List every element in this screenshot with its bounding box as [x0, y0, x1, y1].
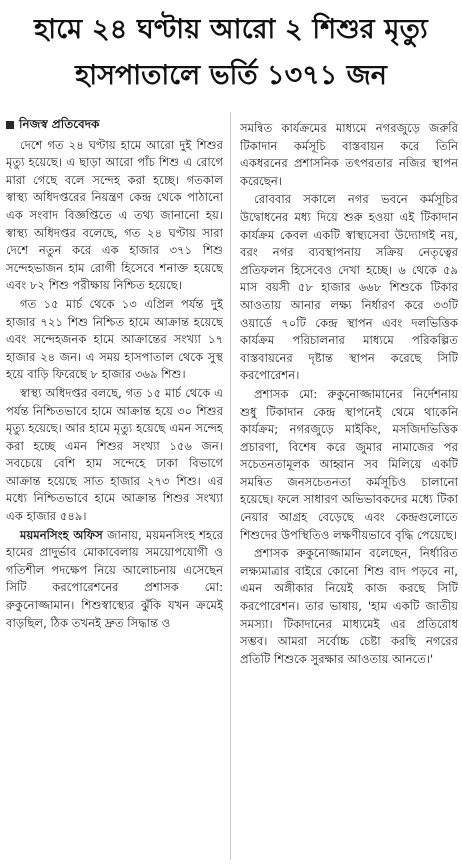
byline [6, 116, 223, 134]
headline-line-1: হামে ২৪ ঘণ্টায় আরো ২ শিশুর মৃত্যু [34, 14, 428, 45]
paragraph: সমন্বিত কার্যক্রমের মাধ্যমে নগরজুড়ে জরুরি টিকাদান কর্মসূচি বাস্তবায়ন করে তিনি একধরনের প্রশাসনিক তৎপরতার নজির স্থাপন করেছেন। [240, 121, 458, 188]
byline-text: নিজস্ব প্রতিবেদক [19, 117, 100, 131]
article-column-left [6, 116, 223, 860]
column-divider [230, 112, 231, 860]
paragraph: স্বাস্থ্য অধিদপ্তর বলছে, গত ১৫ মার্চ থেকে এ পর্যন্ত নিশ্চিতভাবে হামে আক্রান্ত হয়ে ৩০ শিশুর মৃত্যু হয়েছে। আর হামে মৃত্যু হয়েছে এমন সন্দেহ করা হচ্ছে এমন শিশুর সংখ্যা ১৫৬ জন। সবচেয়ে বেশি হাম সন্দেহে ঢাকা বিভাগে আক্রান্ত হয়েছে সাত হাজার ২৭৩ শিশু। এর মধ্যে নিশ্চিতভাবে হামে আক্রান্ত শিশুর সংখ্যা এক হাজার ৫৪৯। [6, 385, 223, 524]
square-icon [6, 121, 14, 129]
paragraph: গত ১৫ মার্চ থেকে ১৩ এপ্রিল পর্যন্ত দুই হাজার ৭২১ শিশু নিশ্চিত হামে আক্রান্ত হয়েছে এবং সন্দেহজনক হামে আক্রান্তের সংখ্যা ১৭ হাজার ২৪ জন। এ সময় হাসপাতাল থেকে সুস্থ হয়ে বাড়ি ফিরেছে ৮ হাজার ৩৬৯ শিশু। [6, 296, 223, 382]
paragraph: প্রশাসক রুকুনোজ্জামান বলেছেন, নির্ধারিত লক্ষ্যমাত্রার বাইরে কোনো শিশু বাদ পড়বে না, এমন অঙ্গীকার নিয়েই কাজ করছে সিটি করপোরেশন। তার ভাষায়, 'হাম একটি জাতীয় সমস্যা। টিকাদানের মাধ্যমেই এর প্রতিরোধ সম্ভব। আমরা সর্বোচ্চ চেষ্টা করছি নগরের প্রতিটি শিশুকে সুরক্ষার আওতায় আনতে।' [240, 546, 458, 666]
dateline: ময়মনসিংহ অফিস [20, 527, 103, 542]
paragraph: দেশে গত ২৪ ঘণ্টায় হামে আরো দুই শিশুর মৃত্যু হয়েছে। এ ছাড়া আরো পাঁচ শিশু এ রোগে মারা গেছে বলে সন্দেহ করা হচ্ছে। গতকাল স্বাস্থ্য অধিদপ্তরের নিয়ন্ত্রণ কেন্দ্র থেকে পাঠানো এক সংবাদ বিজ্ঞপ্তিতে এ তথ্য জানানো হয়। স্বাস্থ্য অধিদপ্তর বলেছে, গত ২৪ ঘণ্টায় সারা দেশে নতুন করে এক হাজার ৩৭১ শিশু সন্দেহভাজন হাম রোগী হিসেবে শনাক্ত হয়েছে এবং ৮২ শিশু পরীক্ষায় নিশ্চিত হয়েছে। [6, 137, 223, 293]
paragraph-text: জানায়, ময়মনসিংহ শহরে হামের প্রাদুর্ভাব মোকাবেলায় সময়োপযোগী ও গতিশীল পদক্ষেপ নিয়ে আলোচনায় এসেছেন সিটি করপোরেশনের প্রশাসক মো: রুকুনোজ্জামান। শিশুস্বাস্থ্যের ঝুঁকি যখন ক্রমেই বাড়ছিল, ঠিক তখনই দ্রুত সিদ্ধান্ত ও [6, 527, 223, 630]
paragraph-lead [6, 527, 223, 633]
article-column-right [240, 120, 458, 864]
headline-line-2: হাসপাতালে ভর্তি ১৩৭১ জন [75, 60, 387, 91]
paragraph: রোববার সকালে নগর ভবনে কর্মসূচির উদ্বোধনের মধ্য দিয়ে শুরু হওয়া এই টিকাদান কার্যক্রম কেবল একটি স্বাস্থ্যসেবা উদ্যোগই নয়, বরং নগর ব্যবস্থাপনায় সক্রিয় নেতৃত্বের প্রতিফলন হিসেবেও দেখা হচ্ছে। ৬ থেকে ৫৯ মাস বয়সী ৫৮ হাজার ৬৬৮ শিশুকে টিকার আওতায় আনার লক্ষ্য নির্ধারণ করে ৩৩টি ওয়ার্ডে ৭০টি কেন্দ্র স্থাপন এবং দলভিত্তিক কার্যক্রম পরিচালনার মাধ্যমে পরিকল্পিত বাস্তবায়নের দৃষ্টান্ত স্থাপন করেছে সিটি করপোরেশন। [240, 192, 458, 383]
paragraph: প্রশাসক মো: রুকুনোজ্জামানের নির্দেশনায় শুধু টিকাদান কেন্দ্র স্থাপনেই থেমে থাকেনি কার্যক্রম; নগরজুড়ে মাইকিং, মসজিদভিত্তিক প্রচারণা, বিশেষ করে জুমার নামাজের পর সচেতনতামূলক আহ্বান সব মিলিয়ে একটি সমন্বিত জনসচেতনতা কর্মসূচিও চালানো হয়েছে। ফলে সাধারণ অভিভাবকদের মধ্যে টিকা নেয়ার আগ্রহ বেড়েছে এবং কেন্দ্রগুলোতে শিশুদের উপস্থিতিও লক্ষণীয়ভাবে বৃদ্ধি পেয়েছে। [240, 386, 458, 542]
